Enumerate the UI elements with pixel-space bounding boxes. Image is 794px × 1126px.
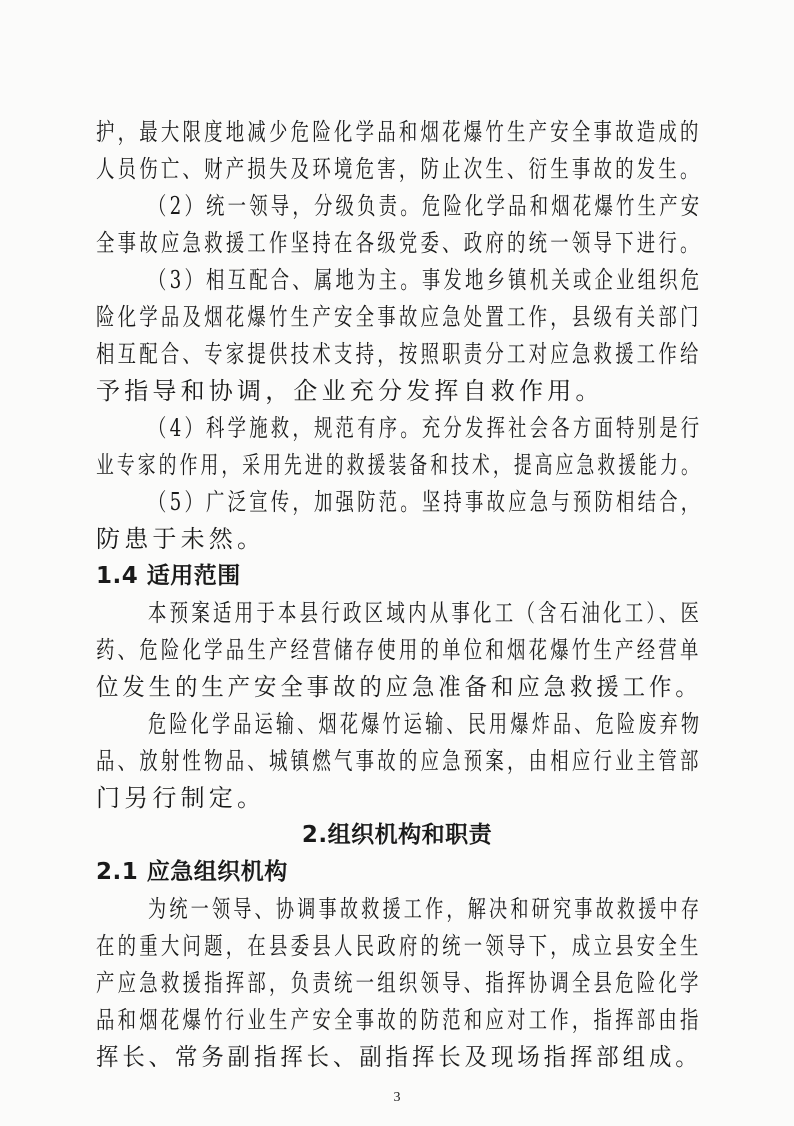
paragraph-line: 护，最大限度地减少危险化学品和烟花爆竹生产安全事故造成的 <box>96 118 702 146</box>
section-heading: 2.1 应急组织机构 <box>96 859 288 885</box>
paragraph-line: （5）广泛宣传，加强防范。坚持事故应急与预防相结合， <box>148 488 703 516</box>
paragraph-line: 位发生的生产安全事故的应急准备和应急救援工作。 <box>96 673 702 701</box>
paragraph-line: 在的重大问题，在县委县人民政府的统一领导下，成立县安全生 <box>96 932 702 960</box>
paragraph-line: 全事故应急救援工作坚持在各级党委、政府的统一领导下进行。 <box>96 229 702 257</box>
paragraph-line: 挥长、常务副指挥长、副指挥长及现场指挥部组成。 <box>96 1043 702 1071</box>
paragraph-line: 业专家的作用，采用先进的救援装备和技术，提高应急救援能力。 <box>96 451 702 479</box>
paragraph-line: （2）统一领导，分级负责。危险化学品和烟花爆竹生产安 <box>148 192 703 220</box>
paragraph-line: 药、危险化学品生产经营储存使用的单位和烟花爆竹生产经营单 <box>96 636 702 664</box>
paragraph-line: （4）科学施救，规范有序。充分发挥社会各方面特别是行 <box>148 414 703 442</box>
paragraph-line: 品、放射性物品、城镇燃气事故的应急预案，由相应行业主管部 <box>96 747 702 775</box>
paragraph-line: 防患于未然。 <box>96 525 266 553</box>
paragraph-line: 门另行制定。 <box>96 784 266 812</box>
paragraph-line: 危险化学品运输、烟花爆竹运输、民用爆炸品、危险废弃物 <box>148 710 703 738</box>
paragraph-line: （3）相互配合、属地为主。事发地乡镇机关或企业组织危 <box>148 266 703 294</box>
chapter-heading: 2.组织机构和职责 <box>301 822 493 848</box>
paragraph-line: 本预案适用于本县行政区域内从事化工（含石油化工）、医 <box>148 599 703 627</box>
section-heading: 1.4 适用范围 <box>96 563 241 589</box>
paragraph-line: 人员伤亡、财产损失及环境危害，防止次生、衍生事故的发生。 <box>96 155 702 183</box>
paragraph-line: 产应急救援指挥部，负责统一组织领导、指挥协调全县危险化学 <box>96 969 702 997</box>
paragraph-line: 予指导和协调，企业充分发挥自救作用。 <box>96 377 604 405</box>
paragraph-line: 品和烟花爆竹行业生产安全事故的防范和应对工作，指挥部由指 <box>96 1006 702 1034</box>
paragraph-line: 为统一领导、协调事故救援工作，解决和研究事故救援中存 <box>148 895 703 923</box>
paragraph-line: 险化学品及烟花爆竹生产安全事故应急处置工作，县级有关部门 <box>96 303 702 331</box>
paragraph-line: 相互配合、专家提供技术支持，按照职责分工对应急救援工作给 <box>96 340 702 368</box>
page-number: 3 <box>393 1090 401 1105</box>
